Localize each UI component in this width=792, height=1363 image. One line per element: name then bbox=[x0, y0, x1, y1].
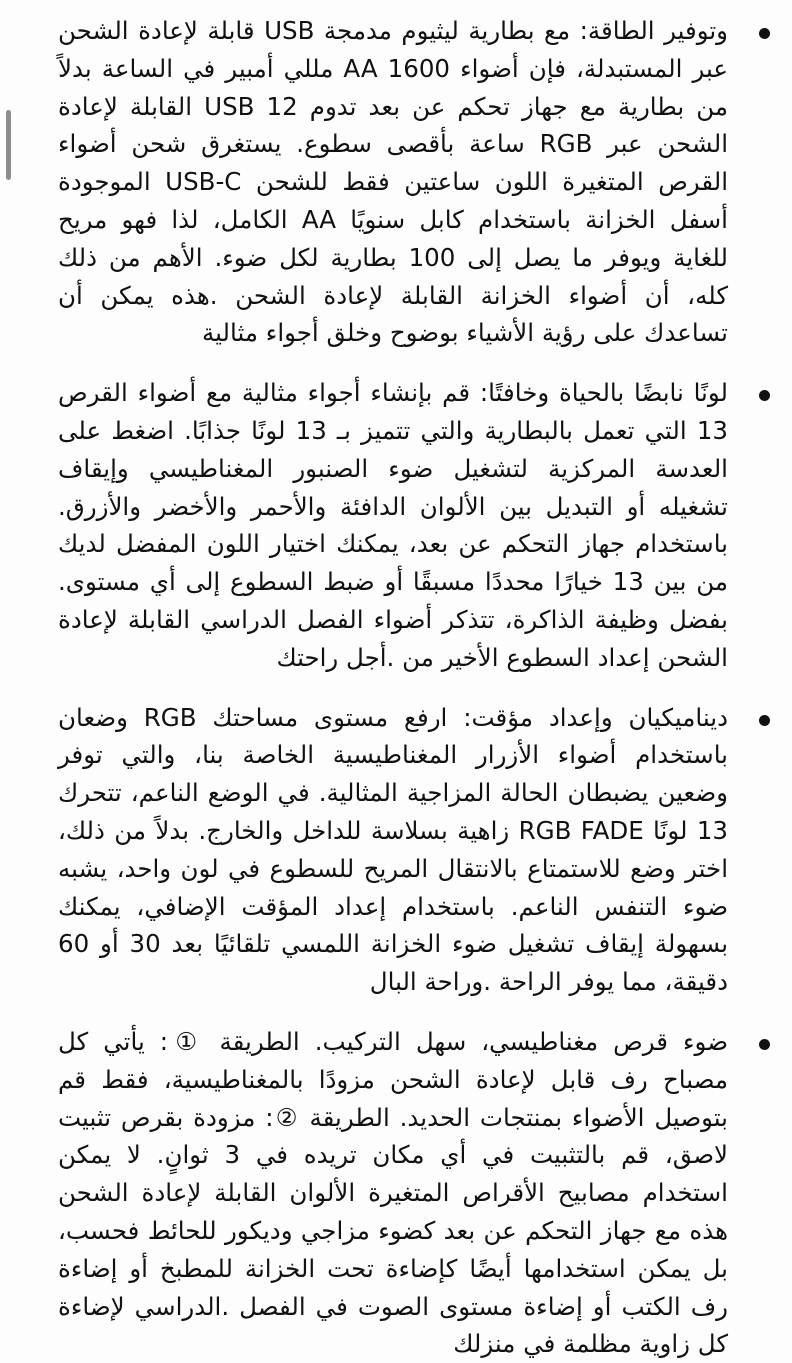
scroll-indicator[interactable] bbox=[6, 110, 11, 180]
list-item bbox=[58, 374, 774, 676]
product-description bbox=[58, 12, 774, 1359]
bullet-list bbox=[58, 12, 774, 1363]
bullet-icon bbox=[759, 28, 770, 39]
bullet-text: ضوء قرص مغناطيسي، سهل التركيب. الطريقة ①: يأتي كل مصباح رف قابل لإعادة الشحن مزودًا بالمغناطيسية، فقط قم بتوصيل الأضواء بمنتجات الحديد. الطريقة ②: مزودة بقرص تثبيت لاصق، قم بالتثبيت في أي مكان تريده في 3 ثوانٍ. لا يمكن استخدام مصابيح الأقراص المتغيرة الألوان القابلة لإعادة الشحن هذه مع جهاز التحكم عن بعد كضوء مزاجي وديكور للحائط فحسب، بل يمكن استخدامها أيضًا كإضاءة تحت الخزانة للمطبخ أو إضاءة رف الكتب أو إضاءة مستوى الصوت في الفصل .الدراسي لإضاءة كل زاوية مظلمة في منزلك bbox=[58, 1026, 728, 1359]
bullet-icon bbox=[759, 390, 770, 401]
list-item bbox=[58, 12, 774, 352]
bullet-text: ديناميكيان وإعداد مؤقت: ارفع مستوى مساحتك RGB وضعان باستخدام أضواء الأزرار المغناطيسية الخاصة بنا، والتي توفر وضعين يضبطان الحالة المزاجية المثالية. في الوضع الناعم، تتحرك 13 لونًا RGB FADE زاهية بسلاسة للداخل والخارج. بدلاً من ذلك، اختر وضع للاستمتاع بالانتقال المريح للسطوع في لون واحد، يشبه ضوء التنفس الناعم. باستخدام إعداد المؤقت الإضافي، يمكنك بسهولة إيقاف تشغيل ضوء الخزانة اللمسي تلقائيًا بعد 30 أو 60 دقيقة، مما يوفر الراحة .وراحة البال bbox=[58, 702, 729, 997]
list-item bbox=[58, 699, 774, 1001]
bullet-icon bbox=[759, 715, 770, 726]
bullet-icon bbox=[759, 1039, 770, 1050]
bullet-text: وتوفير الطاقة: مع بطارية ليثيوم مدمجة USB قابلة لإعادة الشحن عبر المستبدلة، فإن أضواء 1600 AA مللي أمبير في الساعة بدلاً من بطارية مع جهاز تحكم عن بعد تدوم 12 USB القابلة لإعادة الشحن عبر RGB ساعة بأقصى سطوع. يستغرق شحن أضواء القرص المتغيرة اللون ساعتين فقط للشحن USB-C الموجودة أسفل الخزانة باستخدام كابل سنويًا AA الكامل، لذا فهو مريح للغاية ويوفر ما يصل إلى 100 بطارية لكل ضوء. الأهم من ذلك كله، أن أضواء الخزانة القابلة لإعادة الشحن .هذه يمكن أن تساعدك على رؤية الأشياء بوضوح وخلق أجواء مثالية bbox=[58, 16, 728, 348]
bullet-text: لونًا نابضًا بالحياة وخافتًا: قم بإنشاء أجواء مثالية مع أضواء القرص 13 التي تعمل بالبطارية والتي تتميز بـ 13 لونًا جذابًا. اضغط على العدسة المركزية لتشغيل ضوء الصنبور المغناطيسي وإيقاف تشغيله أو التبديل بين الألوان الدافئة والأحمر والأخضر والأزرق. باستخدام جهاز التحكم عن بعد، يمكنك اختيار اللون المفضل لديك من بين 13 خيارًا محددًا مسبقًا أو ضبط السطوع إلى أي مستوى. بفضل وظيفة الذاكرة، تتذكر أضواء الفصل الدراسي القابلة لإعادة الشحن إعداد السطوع الأخير من .أجل راحتك bbox=[58, 378, 728, 672]
list-item bbox=[58, 1023, 774, 1363]
